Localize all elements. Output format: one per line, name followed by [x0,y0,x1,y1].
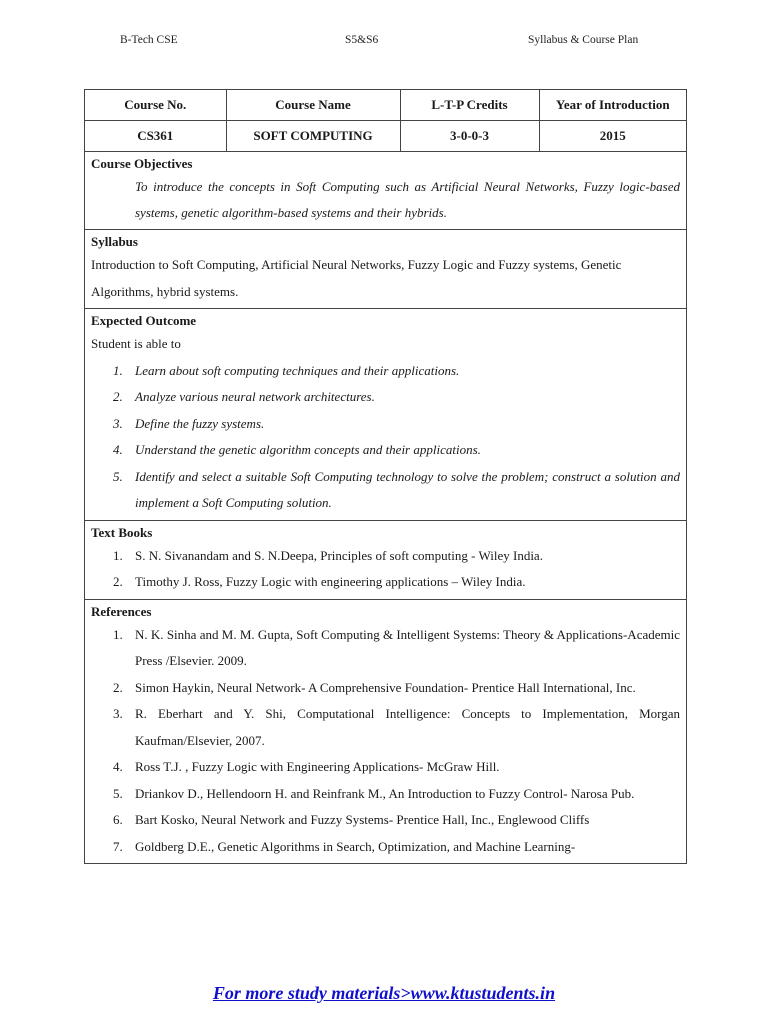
col-header-year: Year of Introduction [539,90,686,121]
list-item: 1. N. K. Sinha and M. M. Gupta, Soft Computing & Intelligent Systems: Theory & Applications-Academic Press /Elsevier. 2009. [113,626,680,668]
syllabus-document [84,89,687,864]
list-item: 7. Goldberg D.E., Genetic Algorithms in Search, Optimization, and Machine Learning- [113,838,576,854]
syllabus-section [85,230,686,309]
list-item: 1. S. N. Sivanandam and S. N.Deepa, Principles of soft computing - Wiley India. [113,547,543,563]
list-item: 2. Simon Haykin, Neural Network- A Comprehensive Foundation- Prentice Hall International, Inc. [113,679,636,695]
textbooks-section [85,521,686,600]
references-title: References [91,603,152,619]
outcome-intro: Student is able to [91,336,181,351]
references-section [85,600,686,864]
course-info-table [85,90,686,152]
header-doc-type: Syllabus & Course Plan [528,34,639,46]
list-item: 6. Bart Kosko, Neural Network and Fuzzy Systems- Prentice Hall, Inc., Englewood Cliffs [113,812,590,827]
objectives-title: Course Objectives [91,156,193,171]
list-item: 5. Driankov D., Hellendoorn H. and Reinfrank M., An Introduction to Fuzzy Control- Narosa Pub. [113,785,635,801]
course-credits: 3-0-0-3 [400,121,539,152]
syllabus-text: Introduction to Soft Computing, Artificial Neural Networks, Fuzzy Logic and Fuzzy systems, Genetic Algorithms, hybrid systems. [91,257,622,299]
outcome-section [85,309,686,521]
list-item: 3. Define the fuzzy systems. [113,415,265,431]
list-item: 5. Identify and select a suitable Soft Computing technology to solve the problem; construct a solution and implement a Soft Computing solution. [113,468,680,510]
course-table-row [85,121,686,152]
course-name: SOFT COMPUTING [226,121,400,152]
outcome-list [91,358,680,517]
syllabus-title: Syllabus [91,234,138,249]
list-item: 4. Understand the genetic algorithm concepts and their applications. [113,442,481,457]
course-table-header-row [85,90,686,121]
header-program: B-Tech CSE [120,34,178,46]
list-item: 2. Timothy J. Ross, Fuzzy Logic with engineering applications – Wiley India. [113,574,526,589]
course-year: 2015 [539,121,686,152]
references-list [91,622,680,861]
objectives-text: To introduce the concepts in Soft Computing such as Artificial Neural Networks, Fuzzy logic-based systems, genetic algorithm-based systems and their hybrids. [135,179,680,220]
header-semester: S5&S6 [345,34,379,46]
list-item: 2. Analyze various neural network architectures. [113,389,375,404]
outcome-title: Expected Outcome [91,313,197,328]
textbooks-title: Text Books [91,524,153,540]
page-header [0,34,768,52]
course-no: CS361 [85,121,226,152]
list-item: 4. Ross T.J. , Fuzzy Logic with Engineering Applications- McGraw Hill. [113,759,500,774]
list-item: 3. R. Eberhart and Y. Shi, Computational Intelligence: Concepts to Implementation, Morgan Kaufman/Elsevier, 2007. [113,706,680,748]
list-item: 1. Learn about soft computing techniques and their applications. [113,362,460,378]
study-materials-link[interactable]: For more study materials>www.ktustudents.in [212,983,556,1003]
col-header-credits: L-T-P Credits [400,90,539,121]
objectives-section [85,152,686,230]
footer-link-container [0,983,768,1004]
textbooks-list [91,543,680,596]
col-header-course-no: Course No. [85,90,226,121]
col-header-course-name: Course Name [226,90,400,121]
